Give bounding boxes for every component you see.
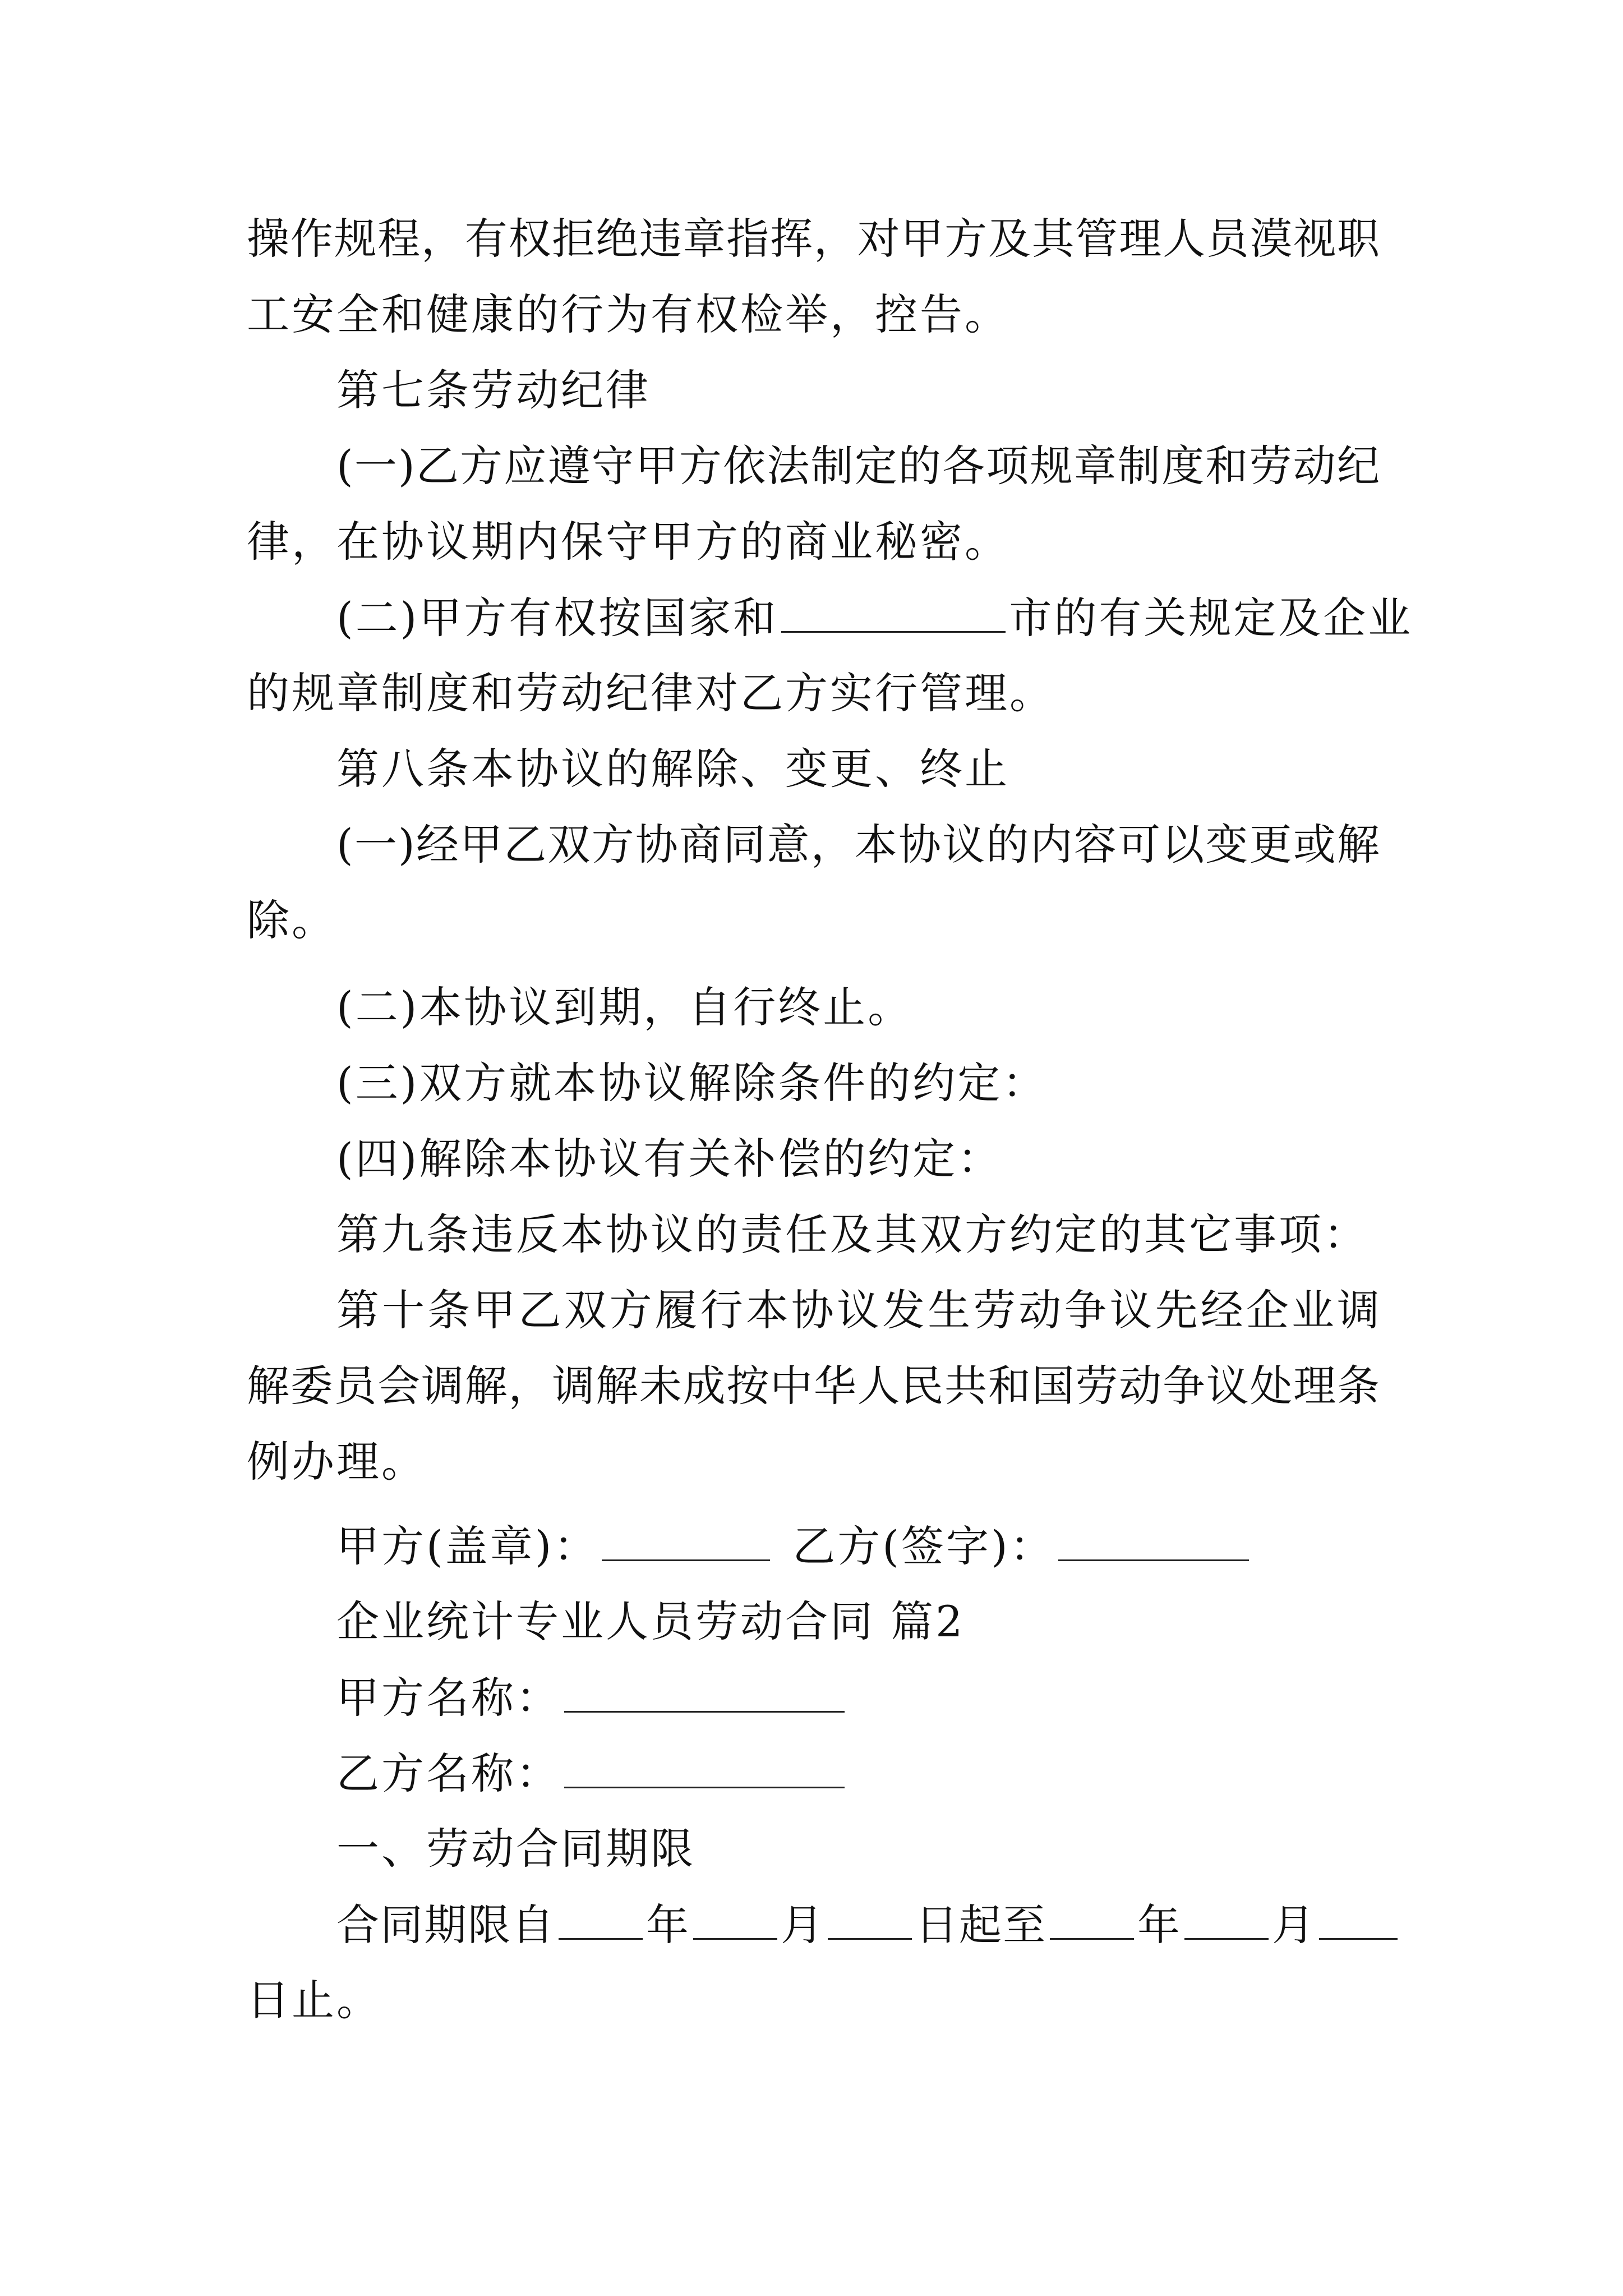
- month-label: 月: [1272, 1900, 1316, 1950]
- signature-line: [336, 1520, 1252, 1572]
- article-heading: 第十条甲乙双方履行本协议发生劳动争议先经企业调: [336, 1285, 1380, 1335]
- year-label: 年: [1137, 1900, 1181, 1950]
- start-year-blank[interactable]: [559, 1899, 643, 1940]
- clause-text: (二)甲方有权按国家和: [336, 593, 778, 643]
- party-b-name-blank[interactable]: [564, 1747, 845, 1788]
- party-b-name-line: [336, 1747, 848, 1800]
- paragraph-line: 日止。: [247, 1975, 381, 2025]
- party-b-name-label: 乙方名称：: [336, 1749, 561, 1798]
- paragraph-line: 工安全和健康的行为有权检举，控告。: [247, 289, 1009, 339]
- clause-text: 市的有关规定及企业: [1009, 593, 1413, 643]
- end-year-blank[interactable]: [1050, 1899, 1134, 1940]
- term-text: 日起至: [915, 1900, 1046, 1950]
- party-a-name-label: 甲方名称：: [336, 1673, 561, 1723]
- end-month-blank[interactable]: [1184, 1899, 1269, 1940]
- party-b-sign-label: 乙方(签字)：: [792, 1521, 1055, 1571]
- paragraph-line: 除。: [247, 895, 336, 945]
- contract-term-line: [336, 1899, 1401, 1951]
- paragraph-line: (一)经甲乙双方协商同意，本协议的内容可以变更或解: [336, 820, 1380, 869]
- paragraph-line: (三)双方就本协议解除条件的约定：: [336, 1058, 1048, 1108]
- start-day-blank[interactable]: [828, 1899, 912, 1940]
- paragraph-line: 的规章制度和劳动纪律对乙方实行管理。: [247, 668, 1054, 718]
- party-b-sign-blank[interactable]: [1058, 1520, 1249, 1561]
- article-heading: 第九条违反本协议的责任及其双方约定的其它事项：: [336, 1209, 1368, 1259]
- party-a-seal-blank[interactable]: [602, 1520, 770, 1561]
- month-label: 月: [781, 1900, 824, 1950]
- paragraph-line: 解委员会调解，调解未成按中华人民共和国劳动争议处理条: [247, 1361, 1380, 1411]
- section-heading: 一、劳动合同期限: [336, 1824, 695, 1874]
- article-heading: 第八条本协议的解除、变更、终止: [336, 744, 1009, 794]
- paragraph-line: (一)乙方应遵守甲方依法制定的各项规章制度和劳动纪: [336, 441, 1380, 491]
- paragraph-line: (二)本协议到期，自行终止。: [336, 982, 913, 1032]
- party-a-name-blank[interactable]: [564, 1672, 845, 1713]
- party-a-name-line: [336, 1672, 848, 1724]
- term-text: 合同期限自: [336, 1900, 555, 1950]
- end-day-blank[interactable]: [1319, 1899, 1398, 1940]
- fill-blank[interactable]: [781, 592, 1006, 633]
- article-heading: 第七条劳动纪律: [336, 365, 651, 415]
- paragraph-line: 例办理。: [247, 1437, 426, 1487]
- paragraph-line: 律，在协议期内保守甲方的商业秘密。: [247, 517, 1009, 567]
- start-month-blank[interactable]: [693, 1899, 777, 1940]
- paragraph-line: [336, 592, 1413, 644]
- paragraph-line: 操作规程，有权拒绝违章指挥，对甲方及其管理人员漠视职: [247, 214, 1380, 264]
- year-label: 年: [646, 1900, 690, 1950]
- section-title: 企业统计专业人员劳动合同 篇2: [336, 1596, 965, 1646]
- paragraph-line: (四)解除本协议有关补偿的约定：: [336, 1134, 1003, 1184]
- party-a-seal-label: 甲方(盖章)：: [336, 1521, 599, 1571]
